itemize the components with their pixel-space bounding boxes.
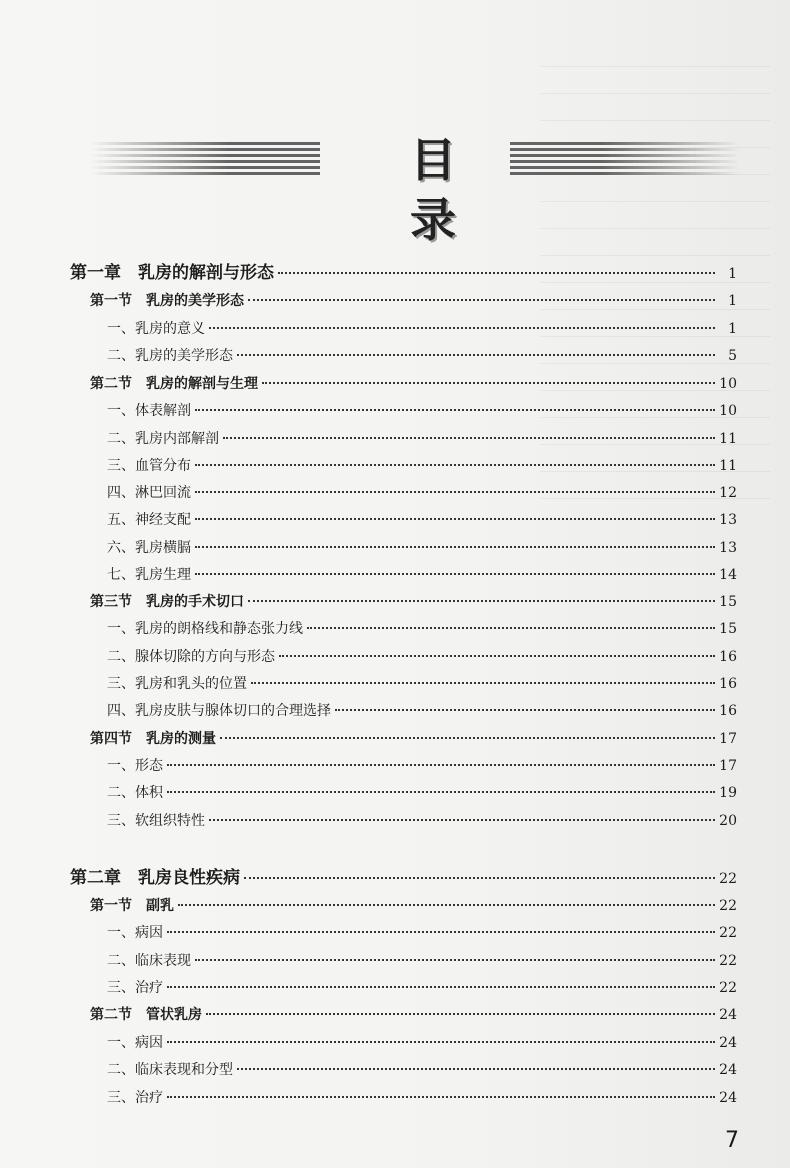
dot-leader <box>178 904 715 906</box>
dot-leader <box>279 655 715 657</box>
dot-leader <box>195 573 715 575</box>
dot-leader <box>251 682 715 684</box>
toc-entry-label: 一、病因 <box>107 1035 163 1051</box>
dot-leader <box>335 709 715 711</box>
toc-entry-page: 1 <box>728 293 737 309</box>
toc-section-row[interactable] <box>90 728 737 748</box>
dot-leader <box>307 627 715 629</box>
toc-item-row[interactable] <box>107 564 737 584</box>
toc-section-row[interactable] <box>90 1004 737 1024</box>
toc-entry-label: 六、乳房横膈 <box>107 540 191 556</box>
dot-leader <box>220 737 715 739</box>
toc-entry-page: 15 <box>719 621 737 637</box>
toc-entry-page: 24 <box>719 1090 737 1106</box>
toc-item-row[interactable] <box>107 755 737 775</box>
toc-entry-page: 15 <box>719 594 737 610</box>
toc-entry-page: 14 <box>719 567 737 583</box>
toc-item-row[interactable] <box>107 700 737 720</box>
toc-item-row[interactable] <box>107 977 737 997</box>
toc-item-row[interactable] <box>107 782 737 802</box>
toc-chapter-row[interactable] <box>70 258 737 283</box>
toc-item-row[interactable] <box>107 618 737 638</box>
toc-entry-label: 二、临床表现和分型 <box>107 1062 233 1078</box>
toc-entry-page: 20 <box>719 813 737 829</box>
toc-entry-page: 22 <box>719 953 737 969</box>
dot-leader <box>206 1013 715 1015</box>
dot-leader <box>248 600 715 602</box>
dot-leader <box>195 409 715 411</box>
toc-entry-page: 16 <box>719 649 737 665</box>
dot-leader <box>167 931 715 933</box>
dot-leader <box>195 959 715 961</box>
toc-entry-label: 一、乳房的意义 <box>107 321 205 337</box>
toc-entry-page: 24 <box>719 1062 737 1078</box>
dot-leader <box>244 877 715 879</box>
toc-item-row[interactable] <box>107 922 737 942</box>
toc-entry-page: 24 <box>719 1007 737 1023</box>
dot-leader <box>223 437 715 439</box>
dot-leader <box>209 819 715 821</box>
toc-item-row[interactable] <box>107 345 737 365</box>
dot-leader <box>278 272 715 274</box>
toc-entry-label: 二、腺体切除的方向与形态 <box>107 649 275 665</box>
toc-section-row[interactable] <box>90 895 737 915</box>
toc-item-row[interactable] <box>107 428 737 448</box>
toc-entry-page: 10 <box>719 376 737 392</box>
toc-item-row[interactable] <box>107 1059 737 1079</box>
toc-item-row[interactable] <box>107 950 737 970</box>
toc-entry-page: 24 <box>719 1035 737 1051</box>
dot-leader <box>262 382 715 384</box>
dot-leader <box>195 491 715 493</box>
toc-entry-page: 22 <box>719 871 737 887</box>
toc-item-row[interactable] <box>107 400 737 420</box>
toc-item-row[interactable] <box>107 810 737 830</box>
toc-item-row[interactable] <box>107 1087 737 1107</box>
toc-entry-label: 二、乳房内部解剖 <box>107 431 219 447</box>
toc-item-row[interactable] <box>107 537 737 557</box>
toc-entry-page: 12 <box>719 485 737 501</box>
toc-entry-page: 22 <box>719 898 737 914</box>
toc-item-row[interactable] <box>107 318 737 338</box>
dot-leader <box>195 546 715 548</box>
dot-leader <box>237 354 715 356</box>
dot-leader <box>195 464 715 466</box>
toc-entry-page: 16 <box>719 703 737 719</box>
toc-entry-page: 17 <box>719 758 737 774</box>
toc-entry-label: 七、乳房生理 <box>107 567 191 583</box>
toc-item-row[interactable] <box>107 673 737 693</box>
title-decoration-left <box>90 142 320 176</box>
toc-entry-page: 10 <box>719 403 737 419</box>
toc-entry-page: 5 <box>728 348 737 364</box>
toc-entry-label: 第一节 副乳 <box>90 898 174 914</box>
toc-section-row[interactable] <box>90 591 737 611</box>
dot-leader <box>209 327 715 329</box>
toc-entry-label: 二、乳房的美学形态 <box>107 348 233 364</box>
toc-entry-page: 1 <box>728 321 737 337</box>
toc-chapter-row[interactable] <box>70 863 737 888</box>
toc-entry-label: 三、治疗 <box>107 1090 163 1106</box>
toc-entry-page: 11 <box>719 458 737 474</box>
toc-entry-label: 第二节 管状乳房 <box>90 1007 202 1023</box>
toc-entry-label: 五、神经支配 <box>107 512 191 528</box>
toc-entry-label: 四、淋巴回流 <box>107 485 191 501</box>
toc-entry-page: 13 <box>719 512 737 528</box>
toc-entry-page: 22 <box>719 925 737 941</box>
toc-entry-page: 11 <box>719 431 737 447</box>
toc-entry-label: 一、形态 <box>107 758 163 774</box>
toc-entry-label: 三、乳房和乳头的位置 <box>107 676 247 692</box>
toc-item-row[interactable] <box>107 455 737 475</box>
dot-leader <box>167 764 715 766</box>
toc-item-row[interactable] <box>107 646 737 666</box>
toc-entry-label: 第四节 乳房的测量 <box>90 731 216 747</box>
toc-item-row[interactable] <box>107 482 737 502</box>
toc-entry-label: 三、治疗 <box>107 980 163 996</box>
toc-entry-page: 13 <box>719 540 737 556</box>
dot-leader <box>248 299 715 301</box>
dot-leader <box>167 1041 715 1043</box>
toc-entry-label: 第一节 乳房的美学形态 <box>90 293 244 309</box>
toc-entry-label: 一、病因 <box>107 925 163 941</box>
toc-entry-label: 第一章 乳房的解剖与形态 <box>70 263 274 283</box>
toc-entry-label: 三、软组织特性 <box>107 813 205 829</box>
toc-item-row[interactable] <box>107 1032 737 1052</box>
page-number: 7 <box>725 1128 739 1153</box>
title-decoration-right <box>510 142 740 176</box>
toc-entry-page: 17 <box>719 731 737 747</box>
toc-entry-label: 三、血管分布 <box>107 458 191 474</box>
toc-entry-label: 第三节 乳房的手术切口 <box>90 594 244 610</box>
toc-entry-label: 二、临床表现 <box>107 953 191 969</box>
toc-entry-label: 一、体表解剖 <box>107 403 191 419</box>
toc-entry-page: 19 <box>719 785 737 801</box>
toc-section-row[interactable] <box>90 290 737 310</box>
toc-entry-label: 四、乳房皮肤与腺体切口的合理选择 <box>107 703 331 719</box>
toc-entry-label: 第二节 乳房的解剖与生理 <box>90 376 258 392</box>
toc-entry-page: 1 <box>728 266 737 282</box>
toc-entry-label: 一、乳房的朗格线和静态张力线 <box>107 621 303 637</box>
dot-leader <box>195 518 715 520</box>
toc-header <box>60 130 740 247</box>
dot-leader <box>237 1068 715 1070</box>
toc-entry-page: 16 <box>719 676 737 692</box>
toc-entry-page: 22 <box>719 980 737 996</box>
toc-entry-label: 第二章 乳房良性疾病 <box>70 868 240 888</box>
toc-item-row[interactable] <box>107 509 737 529</box>
toc-entry-label: 二、体积 <box>107 785 163 801</box>
toc-title: 目 录 <box>410 133 492 247</box>
toc-section-row[interactable] <box>90 373 737 393</box>
dot-leader <box>167 1096 715 1098</box>
dot-leader <box>167 986 715 988</box>
dot-leader <box>167 791 715 793</box>
